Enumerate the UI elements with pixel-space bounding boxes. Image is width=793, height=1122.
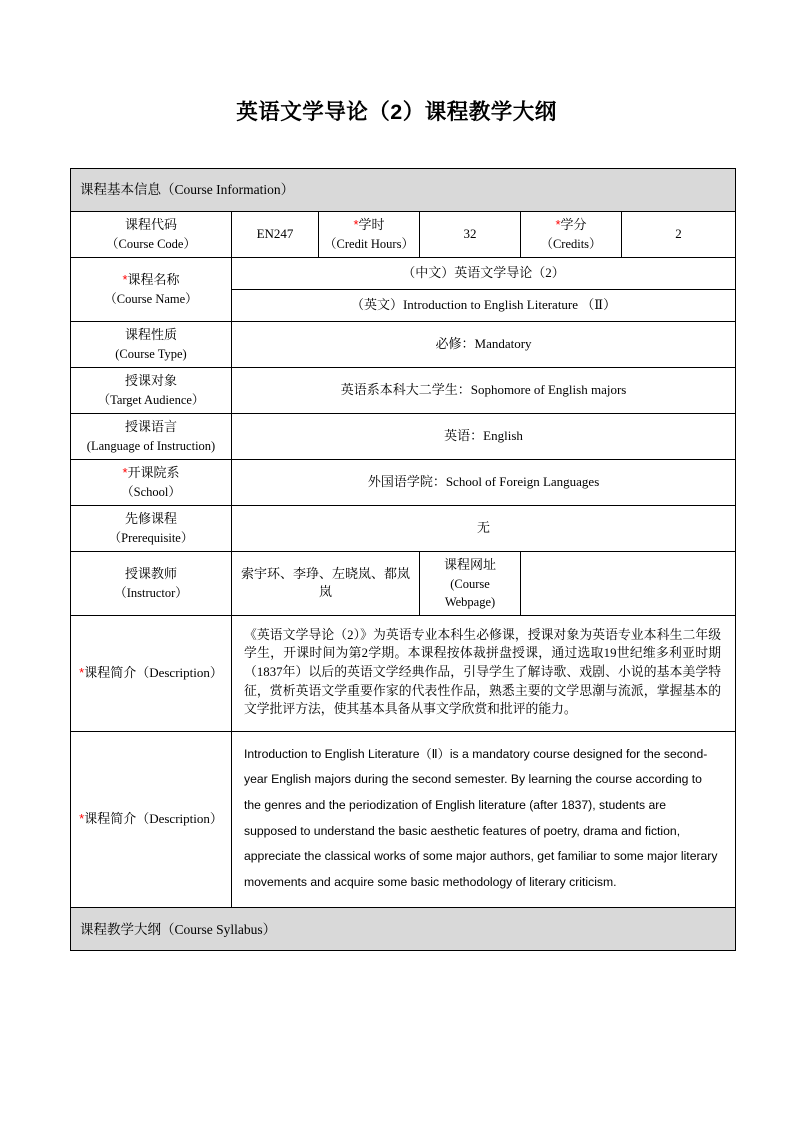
table-row-school [71, 459, 736, 505]
label-target-audience-cn: 授课对象 [124, 372, 177, 388]
label-prerequisite [71, 505, 232, 551]
label-course-code [71, 212, 232, 258]
label-description-chinese [71, 615, 232, 731]
label-description-en-2: （Description） [136, 811, 223, 827]
label-course-name-en: （Course Name） [104, 291, 198, 306]
label-course-webpage-en: (Course Webpage) [444, 576, 496, 609]
label-description-en-1: （Description） [136, 664, 223, 680]
label-course-type-cn: 课程性质 [124, 326, 177, 342]
required-asterisk-school: * [122, 464, 128, 480]
label-instructor [71, 551, 232, 615]
label-language-en: (Language of Instruction) [86, 438, 216, 453]
label-credits-cn: 学分 [560, 217, 587, 232]
table-row-language-of-instruction [71, 413, 736, 459]
table-row-section-header-information [71, 169, 736, 212]
label-description-cn-2: 课程简介 [84, 811, 137, 827]
label-description-cn-1: 课程简介 [84, 664, 137, 680]
label-credit-hours [319, 212, 420, 258]
label-language-cn: 授课语言 [124, 418, 177, 434]
label-school-en: （School） [121, 484, 181, 499]
label-school-cn: 开课院系 [127, 464, 180, 480]
label-credits-en: （Credits） [540, 236, 602, 251]
table-row-course-code [71, 212, 736, 258]
value-credits: 2 [622, 212, 736, 258]
table-row-target-audience [71, 367, 736, 413]
label-course-webpage-cn: 课程网址 [443, 556, 496, 572]
label-course-type-en: (Course Type) [115, 346, 187, 361]
page-title: 英语文学导论（2）课程教学大纲 [236, 100, 557, 124]
value-instructor: 索宇环、李琤、左晓岚、都岚岚 [232, 551, 420, 615]
value-credit-hours: 32 [420, 212, 521, 258]
value-prerequisite: 无 [232, 505, 736, 551]
table-row-section-header-syllabus [71, 908, 736, 951]
required-asterisk-course-name: * [122, 271, 128, 287]
label-credit-hours-en: （Credit Hours） [324, 236, 414, 251]
value-course-webpage [521, 551, 736, 615]
label-credit-hours-cn: 学时 [358, 217, 385, 232]
section-header-course-information: 课程基本信息（Course Information） [71, 169, 736, 212]
table-row-instructor [71, 551, 736, 615]
label-prerequisite-en: （Prerequisite） [108, 530, 194, 545]
label-instructor-cn: 授课教师 [124, 565, 177, 581]
label-prerequisite-cn: 先修课程 [124, 510, 177, 526]
value-language-of-instruction: 英语：English [232, 413, 736, 459]
required-asterisk-description-chinese: * [79, 664, 85, 680]
section-header-course-syllabus: 课程教学大纲（Course Syllabus） [71, 908, 736, 951]
value-target-audience: 英语系本科大二学生：Sophomore of English majors [232, 367, 736, 413]
table-row-description-chinese [71, 615, 736, 731]
value-course-code: EN247 [232, 212, 319, 258]
label-target-audience [71, 367, 232, 413]
required-asterisk-credit-hours: * [353, 217, 359, 232]
label-course-type [71, 321, 232, 367]
table-row-course-name-chinese [71, 257, 736, 289]
label-course-name [71, 257, 232, 321]
value-course-name-english: （英文）Introduction to English Literature （Ⅱ） [232, 289, 736, 321]
value-course-name-chinese: （中文）英语文学导论（2） [232, 257, 736, 289]
value-school: 外国语学院：School of Foreign Languages [232, 459, 736, 505]
label-description-english [71, 731, 232, 908]
course-information-table [70, 168, 736, 951]
label-language-of-instruction [71, 413, 232, 459]
label-school [71, 459, 232, 505]
label-course-code-cn: 课程代码 [124, 217, 177, 232]
label-instructor-en: （Instructor） [114, 585, 188, 600]
value-course-type: 必修：Mandatory [232, 321, 736, 367]
required-asterisk-description-english: * [79, 811, 85, 827]
required-asterisk-credits: * [555, 217, 561, 232]
table-row-course-type [71, 321, 736, 367]
table-row-prerequisite [71, 505, 736, 551]
value-description-english: Introduction to English Literature（Ⅱ）is a mandatory course designed for the second-year English majors during the second semester. By learning the course according to the genres and the periodization of English literature (after 1837), students are supposed to understand the basic aesthetic features of poetry, drama and fiction, appreciate the classical works of some major authors, get familiar to some major literary movements and acquire some basic methodology of literary criticism. [232, 731, 736, 908]
value-description-chinese: 《英语文学导论（2）》为英语专业本科生必修课，授课对象为英语专业本科生二年级学生，开课时间为第2学期。本课程按体裁拼盘授课，通过选取19世纪维多利亚时期（1837年）以后的英语文学经典作品，引导学生了解诗歌、戏剧、小说的基本美学特征，赏析英语文学重要作家的代表性作品，熟悉主要的文学思潮与流派，掌握基本的文学批评方法，使其基本具备从事文学欣赏和批评的能力。 [232, 615, 736, 731]
label-target-audience-en: （Target Audience） [97, 392, 205, 407]
label-course-code-en: （Course Code） [106, 236, 196, 251]
label-credits [521, 212, 622, 258]
table-row-description-english [71, 731, 736, 908]
label-course-name-cn: 课程名称 [127, 271, 180, 287]
label-course-webpage [420, 551, 521, 615]
